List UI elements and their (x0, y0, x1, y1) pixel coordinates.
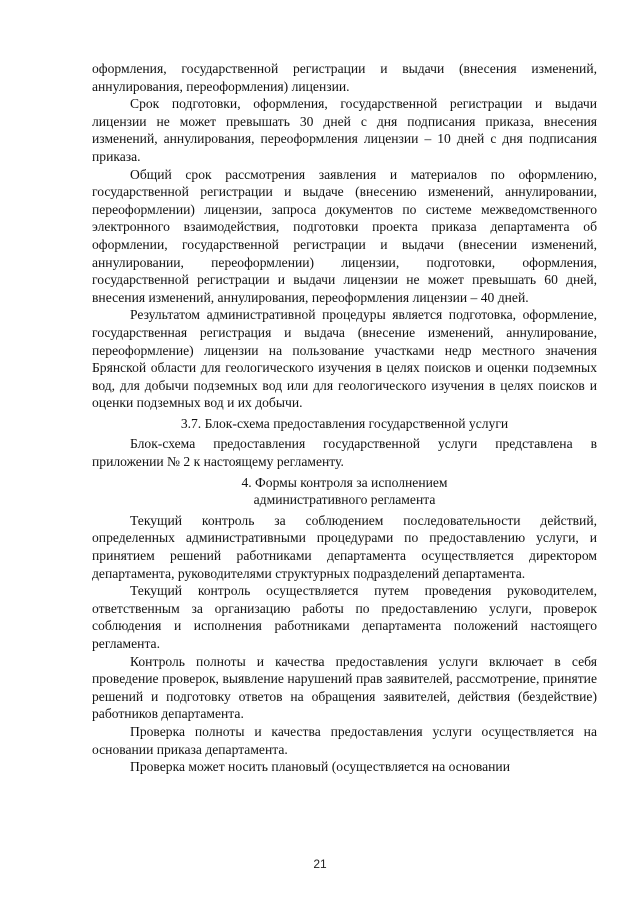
section-heading-4 (92, 474, 597, 509)
section-heading-4-line-2: административного регламента (253, 492, 436, 508)
paragraph-quality-check-basis: Проверка полноты и качества предоставления услуги осуществляется на основании приказа департамента. (92, 723, 597, 757)
paragraph-total-term: Общий срок рассмотрения заявления и материалов по оформлению, государственной регистрации и выдаче (внесению изменений, аннулировании, переоформлении) лицензии, запроса документов по системе межведомственного электронного взаимодействия, подготовки проекта приказа департамента об оформлении, государственной регистрации и выдачи (внесении изменений, аннулировании, переоформлении) лицензии, подготовки, оформления, государственной регистрации и выдачи лицензии не может превышать 60 дней, внесения изменений, аннулирования, переоформления лицензии – 40 дней. (92, 166, 597, 305)
paragraph-continuation: оформления, государственной регистрации и выдачи (внесения изменений, аннулирования, переоформления) лицензии. (92, 61, 597, 94)
paragraph-block-scheme: Блок-схема предоставления государственной услуги представлена в приложении № 2 к настоящему регламенту. (92, 436, 597, 470)
page-body (92, 60, 597, 776)
paragraph-procedure-result: Результатом административной процедуры является подготовка, оформление, государственная регистрация и выдача (внесение изменений, аннулирование, переоформление) лицензии на пользование участками недр местного значения Брянской области для геологического изучения в целях поисков и оценки подземных вод, для добычи подземных вод или для геологического изучения в целях поисков и оценки подземных вод и их добычи. (92, 307, 597, 411)
paragraph-current-control: Текущий контроль за соблюдением последовательности действий, определенных административными процедурами по предоставлению услуги, и принятием решений работниками департамента осуществляется директором департамента, руководителями структурных подразделений департамента. (92, 512, 597, 581)
paragraph-license-term: Срок подготовки, оформления, государственной регистрации и выдачи лицензии не может превышать 30 дней с дня подписания приказа, внесения изменений, аннулирования, переоформления лицензии – 10 дней с дня подписания приказа. (92, 96, 597, 164)
paragraph-quality-control: Контроль полноты и качества предоставления услуги включает в себя проведение проверок, выявление нарушений прав заявителей, рассмотрение, принятие решений и подготовку ответов на обращения заявителей, действия (бездействие) работников департамента. (92, 653, 597, 722)
page-number: 21 (313, 857, 327, 871)
section-heading-3-7: 3.7. Блок-схема предоставления государственной услуги (180, 415, 509, 431)
paragraph-control-method: Текущий контроль осуществляется путем проведения руководителем, ответственным за организацию работы по предоставлению услуги, проверок соблюдения и исполнения работниками департамента положений настоящего регламента. (92, 583, 597, 651)
section-heading-4-line-1: 4. Формы контроля за исполнением (241, 474, 448, 490)
paragraph-check-type: Проверка может носить плановый (осуществляется на основании (130, 759, 510, 775)
